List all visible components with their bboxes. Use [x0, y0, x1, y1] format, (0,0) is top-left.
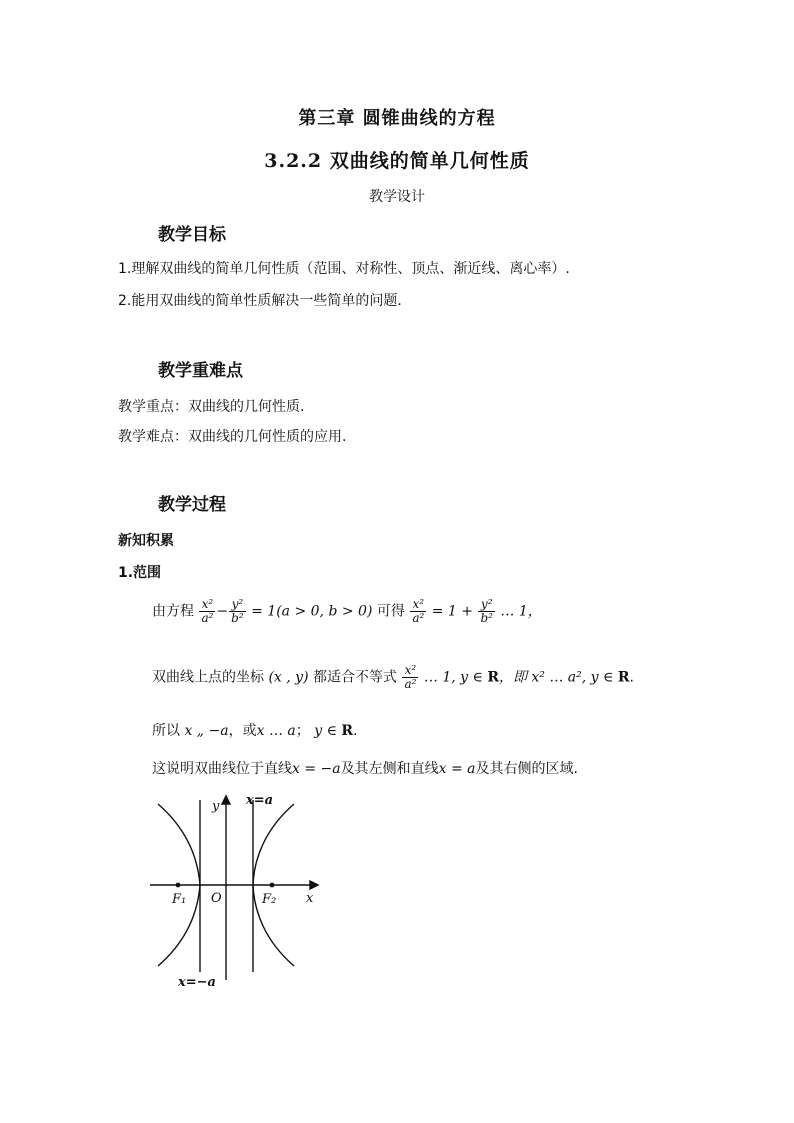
equation-line-2 [152, 664, 634, 691]
line2-ineq: … 1, y ∈ [423, 669, 488, 686]
line4-b: 及其左侧和直线 [340, 761, 439, 777]
key-point: 教学重点：双曲线的几何性质. [118, 399, 305, 415]
line3-c: y ∈ [314, 723, 342, 739]
label-x-equals-neg-a: x=−a [178, 975, 216, 990]
set-R-2: R [617, 669, 630, 686]
label-x-equals-a: x=a [246, 793, 274, 808]
x-axis-arrow [310, 881, 318, 889]
line3-end: . [353, 723, 358, 739]
chapter-title: 第三章 圆锥曲线的方程 [298, 108, 496, 129]
equation-line-1 [152, 598, 542, 625]
line4-a: 这说明双曲线位于直线 [152, 761, 292, 777]
line3-prefix: 所以 [152, 723, 180, 739]
minus-sign: − [216, 603, 229, 620]
line4-c: 及其右侧的区域. [475, 761, 578, 777]
fraction-x2-a2-b: $\frac{\text{x²}}{\text{a²}}$ [412, 597, 425, 625]
line2-mid: 都适合不等式 [313, 669, 397, 686]
label-f2: F₂ [262, 892, 277, 907]
label-origin: O [211, 891, 222, 906]
hyperbola-figure [148, 790, 338, 990]
line1-end: … 1， [500, 603, 542, 620]
fraction-x2-a2: $\frac{\text{x²}}{\text{a²}}$ [201, 597, 214, 625]
fraction-x2-a2-ineq: $\frac{\text{x²}}{\text{a²}}$ [404, 663, 417, 691]
line3-a: x „ −a [184, 723, 229, 739]
focus-f1-point [176, 883, 181, 888]
line2-end: . [629, 669, 634, 686]
document-subtitle: 教学设计 [369, 189, 425, 205]
equation-line-4 [152, 758, 578, 778]
line3-sep: ； [295, 723, 310, 739]
line4-x1: x = −a [292, 761, 341, 777]
difficult-point: 教学难点：双曲线的几何性质的应用. [118, 429, 347, 445]
focus-f2-point [270, 883, 275, 888]
line1-prefix: 由方程 [152, 603, 194, 620]
goal-item-2: 2.能用双曲线的简单性质解决一些简单的问题. [118, 293, 402, 309]
line1-mid: 可得 [376, 603, 405, 620]
y-axis-arrow [222, 796, 230, 804]
label-x: x [306, 891, 314, 906]
line2-prefix: 双曲线上点的坐标 [152, 669, 264, 686]
process-subheading: 新知积累 [118, 533, 174, 549]
item-range-heading: 1.范围 [118, 565, 162, 581]
fraction-y2-b2: $\frac{\text{y²}}{\text{b²}}$ [231, 597, 244, 625]
line1-tail: = 1 + [431, 603, 474, 620]
set-R-1: R [487, 669, 499, 686]
label-f1: F₁ [172, 892, 187, 907]
line4-x2: x = a [438, 761, 476, 777]
equation-line-3 [152, 720, 357, 740]
section-title: 3.2.2 双曲线的简单几何性质 [264, 150, 530, 172]
line2-then: ，即 x² … a², y ∈ [498, 669, 618, 686]
line3-b: x … a [256, 723, 296, 739]
label-y: y [212, 799, 220, 814]
goals-heading: 教学目标 [158, 225, 226, 245]
line3-or: ，或 [228, 723, 257, 739]
goal-item-1: 1.理解双曲线的简单几何性质（范围、对称性、顶点、渐近线、离心率）. [118, 261, 570, 277]
line2-coord: (x , y) [268, 669, 309, 686]
process-heading: 教学过程 [158, 495, 226, 515]
set-R-3: R [341, 723, 354, 739]
keypoints-heading: 教学重难点 [158, 361, 243, 381]
fraction-y2-b2-b: $\frac{\text{y²}}{\text{b²}}$ [480, 597, 493, 625]
line1-condition: = 1(a > 0, b > 0) [251, 603, 373, 620]
